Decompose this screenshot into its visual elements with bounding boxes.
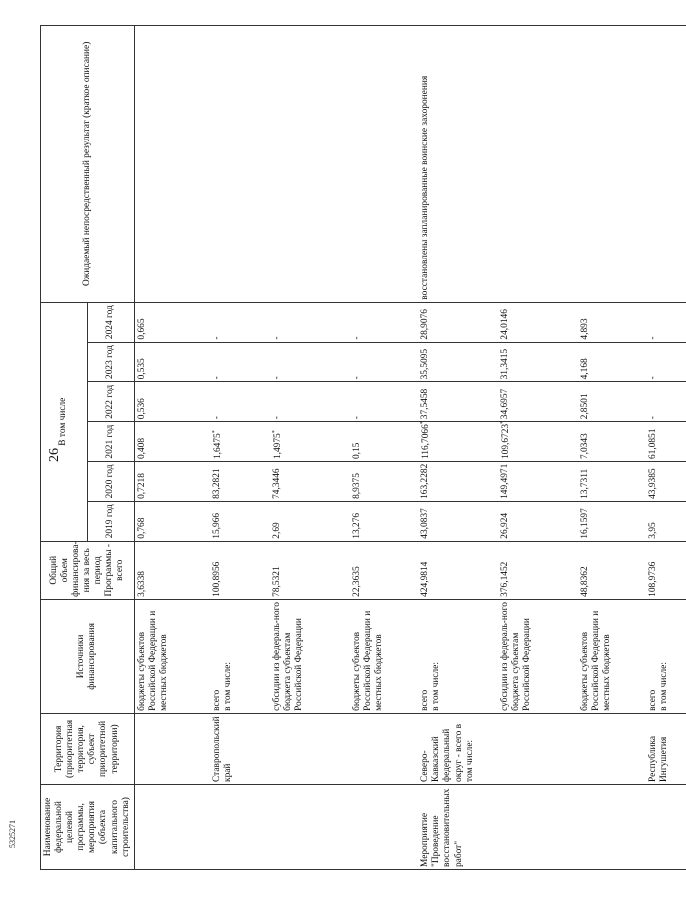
- row-name-cell: [646, 784, 686, 869]
- row-year-cell: 43,0837: [418, 501, 498, 541]
- footnote-mark: *: [212, 430, 219, 434]
- row-year-cell: 24,0146: [498, 302, 578, 342]
- row-year-cell: 83,2821: [210, 462, 270, 502]
- row-result-cell: [210, 26, 270, 303]
- row-year-cell: 15,966: [210, 501, 270, 541]
- financing-table: [40, 25, 686, 870]
- table-row: [134, 26, 210, 870]
- row-year-cell: 0,7218: [134, 462, 210, 502]
- row-year-cell: 43,9385: [646, 462, 686, 502]
- row-year-cell: -: [270, 382, 350, 422]
- header-year: 2023 год: [87, 342, 134, 382]
- row-source-cell: бюджеты субъектов Российской Федерации и местных бюджетов: [350, 599, 418, 713]
- row-total-cell: 108,9736: [646, 541, 686, 599]
- row-result-cell: [350, 26, 418, 303]
- row-name-cell: [350, 784, 418, 869]
- row-year-cell: -: [646, 302, 686, 342]
- table-row: [498, 26, 578, 870]
- row-year-cell: 34,6957: [498, 382, 578, 422]
- header-result: Ожидаемый непосредственный результат (краткое описание): [41, 26, 135, 303]
- row-year-cell: 0,536: [134, 382, 210, 422]
- row-source-cell: всего в том числе:: [646, 599, 686, 713]
- footnote-mark: *: [272, 430, 279, 434]
- header-territory: Территория (приоритетная территория, субъект приоритетной территории): [41, 713, 135, 784]
- table-row: [418, 26, 498, 870]
- row-territory-cell: [498, 713, 578, 784]
- row-territory-cell: Северо-Кавказский федеральный округ - всего в том числе:: [418, 713, 498, 784]
- row-total-cell: 3,6338: [134, 541, 210, 599]
- row-source-cell: всего в том числе:: [210, 599, 270, 713]
- row-result-cell: [134, 26, 210, 303]
- row-year-cell: 163,2282: [418, 462, 498, 502]
- row-territory-cell: Ставропольский край: [210, 713, 270, 784]
- row-total-cell: 22,3635: [350, 541, 418, 599]
- row-territory-cell: [578, 713, 646, 784]
- row-year-cell: -: [350, 342, 418, 382]
- row-source-cell: субсидии из федераль-ного бюджета субъектам Российской Федерации: [498, 599, 578, 713]
- row-result-cell: [646, 26, 686, 303]
- row-year-cell: 0,15: [350, 422, 418, 462]
- row-name-cell: [210, 784, 270, 869]
- row-year-cell: 4,893: [578, 302, 646, 342]
- row-year-cell: 26,924: [498, 501, 578, 541]
- row-year-cell: 7,0343: [578, 422, 646, 462]
- page-content: [40, 0, 670, 905]
- row-result-cell: [578, 26, 646, 303]
- header-year: 2020 год: [87, 462, 134, 502]
- row-year-cell: 0,535: [134, 342, 210, 382]
- table-row: [210, 26, 270, 870]
- row-year-cell: 13,276: [350, 501, 418, 541]
- header-year: 2021 год: [87, 422, 134, 462]
- row-territory-cell: [350, 713, 418, 784]
- rotated-table-wrapper: [40, 25, 670, 870]
- header-source: Источники финансирования: [41, 599, 135, 713]
- row-year-cell: 2,8501: [578, 382, 646, 422]
- row-year-cell: -: [646, 342, 686, 382]
- document-id: 5325271: [8, 820, 17, 848]
- row-year-cell: 2,69: [270, 501, 350, 541]
- page-number: 26: [47, 448, 62, 462]
- row-year-cell: -: [350, 382, 418, 422]
- row-year-cell: 61,0851: [646, 422, 686, 462]
- row-year-cell: -: [210, 382, 270, 422]
- row-year-cell: 109,6723*: [498, 422, 578, 462]
- row-year-cell: 116,7066*: [418, 422, 498, 462]
- row-result-cell: восстановлены запланированные воинские захоронения: [418, 26, 498, 303]
- row-source-cell: всего в том числе:: [418, 599, 498, 713]
- row-year-cell: 35,5095: [418, 342, 498, 382]
- row-year-cell: 4,168: [578, 342, 646, 382]
- row-source-cell: бюджеты субъектов Российской Федерации и местных бюджетов: [134, 599, 210, 713]
- row-year-cell: 0,408: [134, 422, 210, 462]
- row-year-cell: -: [270, 302, 350, 342]
- table-row: [646, 26, 686, 870]
- table-row: [578, 26, 646, 870]
- row-name-cell: [498, 784, 578, 869]
- header-name: Наименование федеральной целевой программы, мероприятия (объекта капитального строительства): [41, 784, 135, 869]
- row-total-cell: 48,8362: [578, 541, 646, 599]
- row-total-cell: 100,8956: [210, 541, 270, 599]
- row-year-cell: -: [210, 302, 270, 342]
- row-total-cell: 424,9814: [418, 541, 498, 599]
- row-name-cell: Мероприятие "Проведение восстановительных работ": [418, 784, 498, 869]
- row-source-cell: бюджеты субъектов Российской Федерации и местных бюджетов: [578, 599, 646, 713]
- row-total-cell: 376,1452: [498, 541, 578, 599]
- row-name-cell: [270, 784, 350, 869]
- row-year-cell: 74,3446: [270, 462, 350, 502]
- header-year: 2022 год: [87, 382, 134, 422]
- row-year-cell: -: [350, 302, 418, 342]
- row-year-cell: 28,9076: [418, 302, 498, 342]
- row-year-cell: 149,4971: [498, 462, 578, 502]
- table-row: [350, 26, 418, 870]
- row-year-cell: 1,4975*: [270, 422, 350, 462]
- row-year-cell: 1,6475*: [210, 422, 270, 462]
- row-result-cell: [498, 26, 578, 303]
- row-total-cell: 78,5321: [270, 541, 350, 599]
- row-result-cell: [270, 26, 350, 303]
- row-year-cell: -: [210, 342, 270, 382]
- header-year: 2024 год: [87, 302, 134, 342]
- footnote-mark: *: [420, 421, 427, 425]
- row-year-cell: 0,665: [134, 302, 210, 342]
- row-year-cell: 8,9375: [350, 462, 418, 502]
- header-including: В том числе: [41, 302, 88, 541]
- row-year-cell: 0,768: [134, 501, 210, 541]
- row-year-cell: 3,95: [646, 501, 686, 541]
- row-year-cell: 37,5458: [418, 382, 498, 422]
- row-source-cell: субсидии из федераль-ного бюджета субъектам Российской Федерации: [270, 599, 350, 713]
- header-year: 2019 год: [87, 501, 134, 541]
- row-year-cell: 16,1597: [578, 501, 646, 541]
- row-year-cell: -: [646, 382, 686, 422]
- header-total: Общий объем финансирова-ния за весь период Программы - всего: [41, 541, 135, 599]
- row-territory-cell: Республика Ингушетия: [646, 713, 686, 784]
- footnote-mark: *: [500, 420, 507, 424]
- row-territory-cell: [270, 713, 350, 784]
- row-name-cell: [578, 784, 646, 869]
- row-year-cell: 13,7311: [578, 462, 646, 502]
- row-territory-cell: [134, 713, 210, 784]
- row-name-cell: [134, 784, 210, 869]
- row-year-cell: 31,3415: [498, 342, 578, 382]
- row-year-cell: -: [270, 342, 350, 382]
- table-row: [270, 26, 350, 870]
